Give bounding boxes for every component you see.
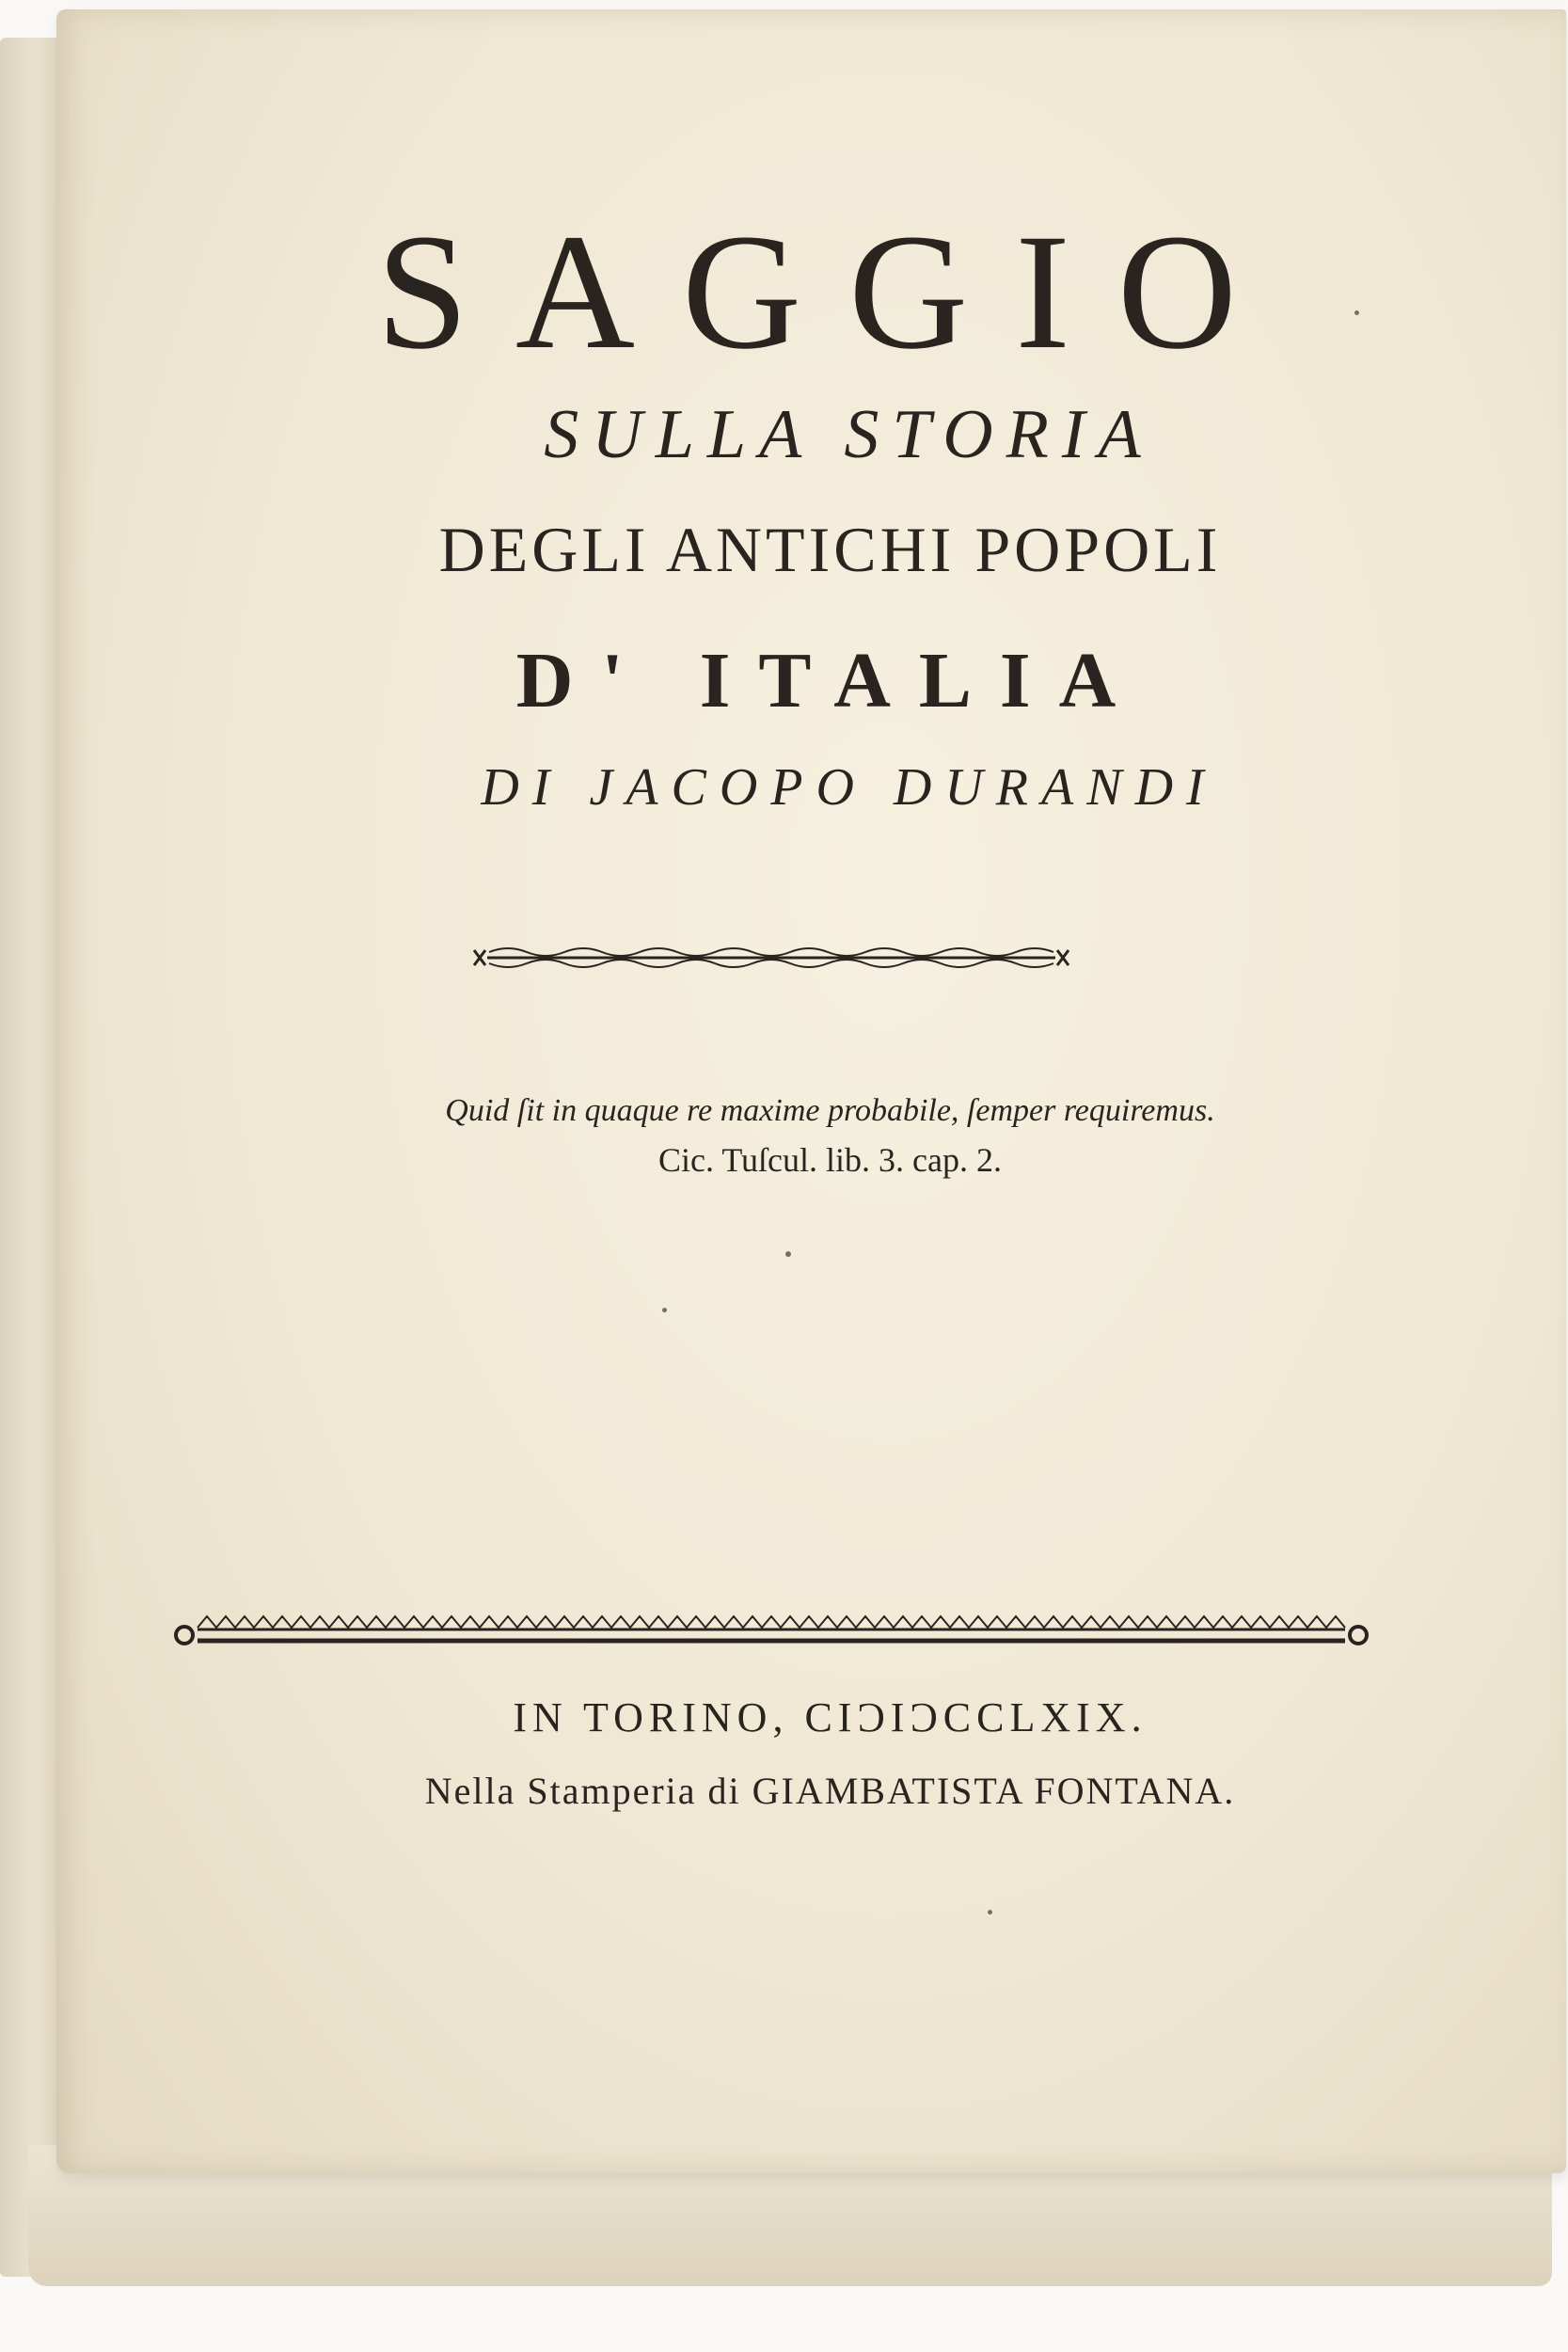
epigraph-quote: Quid ſit in quaque re maxime probabile, ſemper requiremus. bbox=[445, 1093, 1215, 1128]
ornamental-rule-bottom bbox=[169, 1609, 1373, 1654]
subtitle-line-1: SULLA STORIA bbox=[544, 396, 1154, 473]
epigraph-citation: Cic. Tuſcul. lib. 3. cap. 2. bbox=[657, 1141, 1002, 1179]
subtitle-line-2: DEGLI ANTICHI POPOLI bbox=[438, 514, 1222, 585]
imprint-place-date: IN TORINO, CIƆIƆCCLXIX. bbox=[513, 1694, 1148, 1740]
title-page-content bbox=[56, 0, 1566, 2164]
paper-speck bbox=[785, 1251, 791, 1257]
paper-speck bbox=[662, 1308, 667, 1312]
ornamental-rule-top bbox=[470, 941, 1072, 975]
paper-speck bbox=[1354, 310, 1359, 315]
paper-speck bbox=[988, 1910, 992, 1915]
subtitle-line-3: D' ITALIA bbox=[515, 637, 1145, 724]
imprint-printer: Nella Stamperia di GIAMBATISTA FONTANA. bbox=[424, 1770, 1236, 1812]
book-title: SAGGIO bbox=[376, 200, 1284, 384]
author-line: DI JACOPO DURANDI bbox=[481, 758, 1217, 817]
